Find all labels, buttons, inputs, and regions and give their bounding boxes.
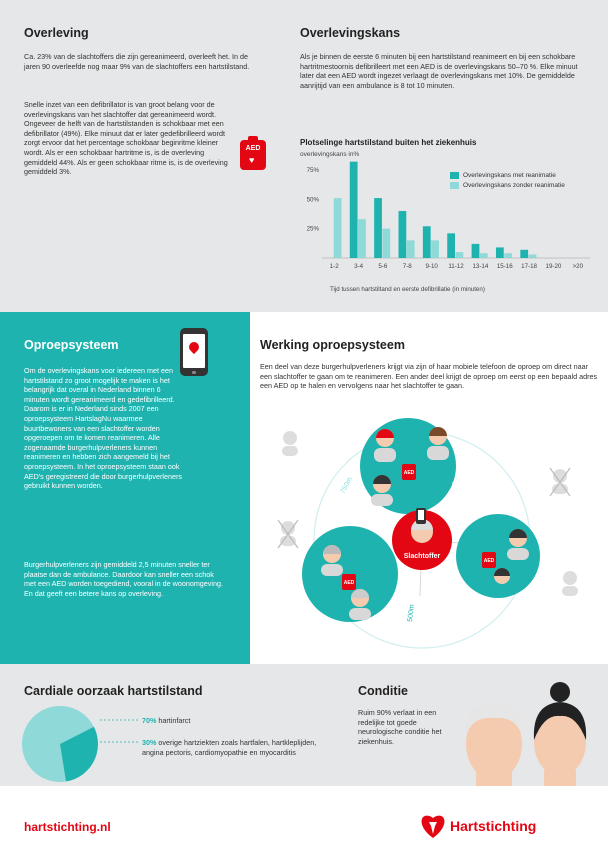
bar <box>334 198 342 258</box>
footer <box>0 786 608 860</box>
distance-label: 500m <box>407 604 416 623</box>
conditie-p1: Ruim 90% verlaat in een redelijke tot goede neurologische conditie het ziekenhuis. <box>358 708 442 746</box>
x-tick-label: 17-18 <box>521 263 538 270</box>
bar <box>350 162 358 258</box>
overleving-title: Overleving <box>24 26 89 40</box>
phone-icon <box>416 508 426 524</box>
unavailable-helper-icon <box>282 431 298 456</box>
bar <box>472 244 480 258</box>
legend-label: Overlevingskans met reanimatie <box>463 172 556 180</box>
chart-ylabel: overlevingskans in% <box>300 151 360 158</box>
cause-pie-chart <box>20 704 100 784</box>
bar <box>480 253 488 258</box>
legend-item-without-cpr <box>450 182 565 189</box>
x-tick-label: 7-8 <box>402 263 412 270</box>
bottom-section <box>0 664 608 786</box>
bar <box>431 240 439 258</box>
bar <box>447 233 455 258</box>
overleving-p1: Ca. 23% van de slachtoffers die zijn gereanimeerd, overleeft het. In de jaren 90 overleefde nog maar 9% van de slachtoffers een hartstilstand. <box>24 52 250 71</box>
aed-icon: AED ♥ <box>240 140 266 170</box>
bar <box>423 226 431 258</box>
pie-pct: 70% <box>142 716 157 725</box>
pie-legend-1 <box>142 716 190 725</box>
distance-label: max 500m <box>443 469 467 501</box>
conditie-title: Conditie <box>358 684 408 698</box>
unavailable-helper-icon <box>278 520 298 548</box>
woman-avatar <box>534 682 586 786</box>
legend-swatch-lightteal <box>450 182 459 189</box>
cardiale-title: Cardiale oorzaak hartstilstand <box>24 684 203 698</box>
brand-name: Hartstichting <box>450 818 537 834</box>
aed-icon-label: AED <box>245 145 261 152</box>
aed-icon <box>402 464 416 480</box>
overlevingskans-title: Overlevingskans <box>300 26 401 40</box>
oproep-p1: Om de overlevingskans voor iedereen met een hartstilstand zo groot mogelijk te maken is het belangrijk dat overal in Nederland binnen 6 minuten wordt gereanimeerd en gedefibrilleerd. Daarom is er in Nederland sinds 2007 een oproepsysteem HartslagNu waarmee buurtbewoners van een slachtoffer worden opgeroepen om te komen reanimeren. Alle zogenaamde burgerhulpverleners kunnen reanimeren en hebben zich aangemeld bij het oproepsysteem. In het oproepsysteem staan ook AED's geregistreerd die door burgerhulpverleners gebruikt kunnen worden. <box>24 366 182 491</box>
distance-label: 750m <box>339 476 354 495</box>
pie-connectors <box>100 712 144 748</box>
werking-p1: Een deel van deze burgerhulpverleners krijgt via zijn of haar mobiele telefoon de oproep om direct naar een slachtoffer te gaan om te reanimeren. Een ander deel krijgt de oproep om eerst op een bepaald adres een AED op te halen en vervolgens naar het slachtoffer te gaan. <box>260 362 598 391</box>
bar <box>504 253 512 258</box>
top-section <box>0 0 608 312</box>
oproep-section <box>0 312 250 664</box>
unavailable-helper-icon <box>562 571 578 596</box>
legend-item-with-cpr <box>450 172 565 179</box>
legend-swatch-teal <box>450 172 459 179</box>
werking-title: Werking oproepsysteem <box>260 338 405 352</box>
chart-legend <box>450 172 565 189</box>
bar <box>496 247 504 258</box>
x-tick-label: 11-12 <box>448 263 464 270</box>
werking-section <box>250 312 608 664</box>
bar <box>382 229 390 258</box>
x-tick-label: 19-20 <box>545 263 562 270</box>
y-tick-label: 75% <box>306 166 319 174</box>
x-tick-label: 1-2 <box>329 263 339 270</box>
y-tick-label: 50% <box>306 196 319 204</box>
svg-text:AED: AED <box>403 470 415 476</box>
oproep-p2: Burgerhulpverleners zijn gemiddeld 2,5 minuten sneller ter plaatse dan de ambulance. Daardoor kan sneller een schok met een AED worden toegediend, vooral in de woonomgeving. En dat geeft een betere kans op overleving. <box>24 560 223 598</box>
bar <box>456 252 464 258</box>
overlevingskans-p1: Als je binnen de eerste 6 minuten bij een hartstilstand reanimeert en bij een schokbare hartritmestoornis defibrilleert met een AED is de overlevingskans 50–70 %. Elke minuut later dat een AED wordt ingezet verlaagt de overlevingskans met 10%. De gemiddelde aanrijtijd van een ambulance is 8 tot 10 minuten. <box>300 52 578 90</box>
bar <box>520 250 528 258</box>
pie-label: overige hartziekten zoals hartfalen, hartkleplijden, angina pectoris, cardiomyopathie en myocarditis <box>142 738 317 757</box>
unavailable-helper-icon <box>550 468 570 496</box>
x-tick-label: 13-14 <box>472 263 489 270</box>
y-tick-label: 25% <box>306 225 319 233</box>
pie-legend-2 <box>142 738 322 757</box>
man-avatar <box>466 702 522 786</box>
overleving-p2: Snelle inzet van een defibrillator is van groot belang voor de overlevingskans van het slachtoffer dat gereanimeerd wordt. Ongeveer de helft van de hartstilstanden is schokbaar met een defibrillator (49%). Elke minuut dat er later gedefibrilleerd wordt zorgt ervoor dat het percentage schokbaar beginritme kleiner wordt. Als er een schokbaar hartritme is, is de overleving gemiddeld 44%. Als er geen schokbaar ritme is, is de overleving gemiddeld 3%. <box>24 100 228 177</box>
network-diagram <box>270 416 590 656</box>
chart-xlabel: Tijd tussen hartstiltand en eerste defibrillatie (in minuten) <box>330 286 485 293</box>
oproep-title: Oproepsysteem <box>24 338 119 352</box>
bar <box>529 254 537 258</box>
bar <box>399 211 407 258</box>
chart-title: Plotselinge hartstilstand buiten het ziekenhuis <box>300 138 477 147</box>
heart-icon <box>420 812 446 840</box>
x-tick-label: 5-6 <box>378 263 388 270</box>
phone-icon <box>180 328 208 376</box>
footer-url-link[interactable]: hartstichting.nl <box>24 820 111 834</box>
aed-icon <box>342 574 356 590</box>
svg-text:AED: AED <box>343 580 355 586</box>
x-tick-label: >20 <box>572 263 584 270</box>
svg-text:AED: AED <box>483 558 495 564</box>
bar <box>374 198 382 258</box>
aed-icon <box>482 552 496 568</box>
bar <box>407 240 415 258</box>
legend-label: Overlevingskans zonder reanimatie <box>463 182 565 190</box>
x-tick-label: 9-10 <box>425 263 438 270</box>
x-tick-label: 15-16 <box>496 263 513 270</box>
patient-faces <box>456 680 596 786</box>
hartstichting-logo <box>420 812 590 842</box>
x-tick-label: 3-4 <box>354 263 364 270</box>
helper-avatar <box>494 568 510 584</box>
bar <box>358 219 366 258</box>
pie-label: hartinfarct <box>158 716 191 725</box>
victim-label: Slachtoffer <box>403 553 441 560</box>
pie-pct: 30% <box>142 738 157 747</box>
